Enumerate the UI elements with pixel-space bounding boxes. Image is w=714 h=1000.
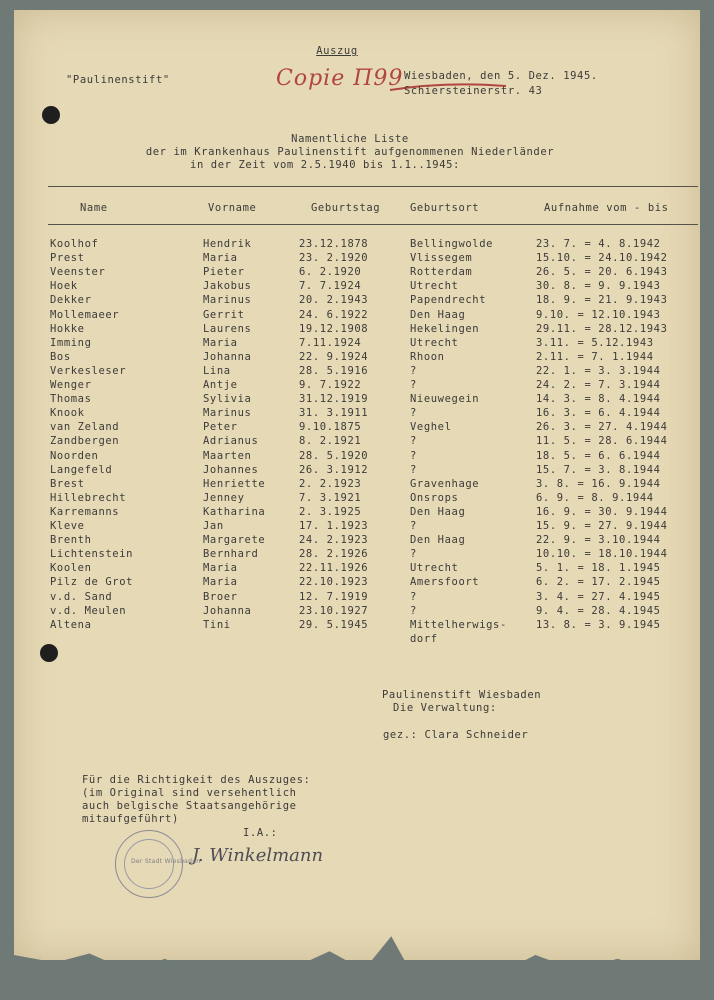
cell-geburtsort: ? [410,379,417,391]
cell-geburtsort: Utrecht [410,336,459,349]
cell-geburtstag: 22.11.1926 [299,562,369,575]
cell-name: Hoek [50,280,78,293]
cell-name: Altena [50,618,92,631]
cell-geburtstag: 28. 5.1916 [299,364,369,377]
cell-name: Zandbergen [50,435,120,448]
sender-administration: Die Verwaltung: [393,702,497,714]
cell-name: Verkesleser [50,364,127,377]
place-date: Wiesbaden, den 5. Dez. 1945. [404,70,598,82]
cell-aufnahme: 23. 7. = 4. 8.1942 [536,239,661,250]
cell-geburtstag: 6. 2.1920 [299,266,362,279]
cell-geburtstag: 22. 9.1924 [299,350,369,363]
punch-hole [42,106,60,124]
cell-name: Mollemaeer [50,308,120,321]
cell-name: Kleve [50,520,85,532]
cell-vorname: Maria [203,562,238,575]
cell-geburtstag: 12. 7.1919 [299,590,369,603]
cell-geburtstag: 23.12.1878 [299,238,369,250]
cell-geburtsort: ? [410,364,417,377]
cell-aufnahme: 6. 2. = 17. 2.1945 [536,577,661,588]
cell-name: Imming [50,336,92,349]
cell-geburtsort: Rhoon [410,350,445,363]
cell-geburtsort: ? [410,604,417,617]
cell-geburtsort: Vlissegem [410,252,473,265]
handwritten-copy-note: Copie Π99 [276,66,404,91]
cell-aufnahme: 15. 7. = 3. 8.1944 [536,464,661,476]
cell-aufnahme: 29.11. = 28.12.1943 [536,323,668,335]
cell-name: Knook [50,407,85,420]
cell-geburtstag: 24. 6.1922 [299,308,369,321]
cell-aufnahme: 18. 5. = 6. 6.1944 [536,450,661,461]
sender-institution: Paulinenstift Wiesbaden [382,689,542,701]
handwritten-signature: J. Winkelmann [192,845,324,866]
cell-vorname: Hendrik [203,238,252,250]
cell-name: Noorden [50,449,99,462]
cell-vorname: Katharina [203,505,266,518]
cell-vorname: Antje [203,379,238,391]
cell-vorname: Maria [203,576,238,589]
cell-geburtsort: Papendrecht [410,294,487,307]
cell-name: van Zeland [50,421,120,434]
cell-geburtsort: Rotterdam [410,266,473,279]
cell-aufnahme: 14. 3. = 8. 4.1944 [536,394,661,405]
cell-geburtstag: 24. 2.1923 [299,534,369,547]
document-title: Auszug [316,45,358,57]
cell-vorname: Jakobus [203,280,252,293]
cell-aufnahme: 9.10. = 12.10.1943 [536,309,661,320]
cell-name: Dekker [50,294,92,307]
cell-geburtsort: Mittelherwigs- [410,618,507,631]
cell-geburtstag: 28. 2.1926 [299,548,369,561]
cell-geburtsort: Gravenhage [410,477,480,490]
cell-aufnahme: 22. 1. = 3. 3.1944 [536,365,661,377]
cell-geburtstag: 9.10.1875 [299,421,362,434]
cell-geburtsort: ? [410,520,417,532]
cell-vorname: Broer [203,590,238,603]
cell-aufnahme: 26. 5. = 20. 6.1943 [536,267,668,278]
cell-name: Brenth [50,534,92,547]
column-header-geburtsort: Geburtsort [410,202,480,214]
cell-vorname: Peter [203,421,238,434]
cell-geburtsort: Amersfoort [410,576,480,589]
cell-geburtstag: 2. 3.1925 [299,505,362,518]
street-address: Schiersteinerstr. 43 [404,85,543,97]
list-subtitle: der im Krankenhaus Paulinenstift aufgenommenen Niederländer [145,146,555,158]
list-title: Namentliche Liste [291,133,409,145]
cell-geburtstag: 20. 2.1943 [299,294,369,307]
cell-geburtstag: 29. 5.1945 [299,618,369,631]
column-header-aufnahme: Aufnahme vom - bis [544,202,669,214]
column-header-vorname: Vorname [208,202,257,214]
cell-vorname: Margarete [203,534,266,547]
certification-line-1: Für die Richtigkeit des Auszuges: [82,774,311,786]
cell-aufnahme: 11. 5. = 28. 6.1944 [536,436,668,447]
cell-vorname: Sylivia [203,393,252,406]
cell-aufnahme: 10.10. = 18.10.1944 [536,549,668,560]
stamp-text: Der Stadt Wiesbaden [131,858,201,865]
cell-geburtsort: Bellingwolde [410,238,494,250]
signed-by: gez.: Clara Schneider [383,729,529,741]
cell-geburtsort: Den Haag [410,534,466,547]
cell-geburtstag: 28. 5.1920 [299,449,369,462]
cell-geburtstag: 7.11.1924 [299,336,362,349]
cell-geburtstag: 31.12.1919 [299,393,369,406]
cell-aufnahme: 2.11. = 7. 1.1944 [536,351,654,363]
cell-vorname: Maria [203,336,238,349]
cell-vorname: Johanna [203,604,252,617]
cell-name: v.d. Sand [50,590,113,603]
cell-geburtstag: 23. 2.1920 [299,252,369,265]
cell-name: Lichtenstein [50,548,134,561]
cell-aufnahme: 15. 9. = 27. 9.1944 [536,521,668,532]
cell-geburtsort: ? [410,548,417,561]
cell-name: Wenger [50,379,92,391]
column-header-name: Name [80,202,108,214]
cell-geburtstag: 31. 3.1911 [299,407,369,420]
cell-geburtsort: Nieuwegein [410,393,480,406]
cell-name: v.d. Meulen [50,604,127,617]
cell-aufnahme: 5. 1. = 18. 1.1945 [536,563,661,574]
cell-geburtsort: ? [410,435,417,448]
cell-vorname: Jan [203,520,224,532]
cell-geburtstag: 7. 3.1921 [299,491,362,504]
cell-vorname: Gerrit [203,308,245,321]
cell-geburtstag: 2. 2.1923 [299,477,362,490]
cell-aufnahme: 9. 4. = 28. 4.1945 [536,605,661,617]
cell-vorname: Tini [203,618,231,631]
cell-aufnahme: 3. 4. = 27. 4.1945 [536,591,661,602]
cell-name: Thomas [50,393,92,406]
cell-aufnahme: 6. 9. = 8. 9.1944 [536,492,654,504]
cell-aufnahme: 22. 9. = 3.10.1944 [536,535,661,546]
cell-geburtstag: 22.10.1923 [299,576,369,589]
institution-name: "Paulinenstift" [66,74,170,86]
cell-geburtstag: 19.12.1908 [299,322,369,335]
cell-geburtsort: Utrecht [410,280,459,293]
cell-name: Langefeld [50,463,113,476]
table-rule-top [48,186,698,187]
cell-aufnahme: 16. 9. = 30. 9.1944 [536,506,668,518]
birthplace-continuation: dorf [410,633,438,645]
punch-hole [40,644,58,662]
cell-geburtsort: Onsrops [410,491,459,504]
cell-vorname: Adrianus [203,435,259,448]
cell-name: Karremanns [50,505,120,518]
cell-vorname: Pieter [203,266,245,279]
cell-vorname: Johannes [203,463,259,476]
cell-geburtsort: ? [410,407,417,420]
cell-aufnahme: 15.10. = 24.10.1942 [536,253,668,264]
table-rule-header [48,224,698,225]
cell-geburtstag: 23.10.1927 [299,604,369,617]
list-period: in der Zeit vom 2.5.1940 bis 1.1..1945: [190,159,460,171]
cell-geburtstag: 26. 3.1912 [299,463,369,476]
cell-name: Koolen [50,562,92,575]
cell-vorname: Bernhard [203,548,259,561]
cell-geburtstag: 8. 2.1921 [299,435,362,448]
cell-geburtsort: Den Haag [410,308,466,321]
cell-vorname: Maria [203,252,238,265]
cell-vorname: Johanna [203,350,252,363]
on-behalf-label: I.A.: [243,827,278,839]
cell-name: Veenster [50,266,106,279]
certification-line-2: (im Original sind versehentlich [82,787,297,799]
cell-geburtsort: Hekelingen [410,322,480,335]
cell-aufnahme: 13. 8. = 3. 9.1945 [536,619,661,631]
cell-aufnahme: 3. 8. = 16. 9.1944 [536,478,661,490]
cell-geburtsort: Den Haag [410,505,466,518]
certification-line-4: mitaufgeführt) [82,813,179,825]
cell-vorname: Marinus [203,294,252,307]
cell-geburtsort: Utrecht [410,562,459,575]
cell-name: Bos [50,350,71,363]
cell-geburtstag: 9. 7.1922 [299,379,362,391]
cell-name: Hillebrecht [50,491,127,504]
cell-aufnahme: 18. 9. = 21. 9.1943 [536,295,668,306]
cell-geburtstag: 7. 7.1924 [299,280,362,293]
cell-name: Pilz de Grot [50,576,134,589]
cell-vorname: Laurens [203,322,252,335]
cell-vorname: Marinus [203,407,252,420]
cell-geburtsort: ? [410,449,417,462]
cell-geburtsort: ? [410,590,417,603]
cell-name: Hokke [50,322,85,335]
cell-vorname: Maarten [203,449,252,462]
cell-aufnahme: 30. 8. = 9. 9.1943 [536,281,661,292]
certification-line-3: auch belgische Staatsangehörige [82,800,297,812]
cell-name: Brest [50,477,85,490]
column-header-geburtstag: Geburtstag [311,202,381,214]
cell-aufnahme: 3.11. = 5.12.1943 [536,337,654,349]
cell-aufnahme: 16. 3. = 6. 4.1944 [536,408,661,419]
cell-name: Prest [50,252,85,265]
cell-geburtsort: ? [410,463,417,476]
cell-geburtsort: Veghel [410,421,452,434]
cell-vorname: Henriette [203,477,266,490]
cell-vorname: Lina [203,364,231,377]
cell-vorname: Jenney [203,491,245,504]
cell-aufnahme: 24. 2. = 7. 3.1944 [536,380,661,391]
cell-geburtstag: 17. 1.1923 [299,520,369,532]
cell-aufnahme: 26. 3. = 27. 4.1944 [536,422,668,433]
cell-name: Koolhof [50,238,99,250]
